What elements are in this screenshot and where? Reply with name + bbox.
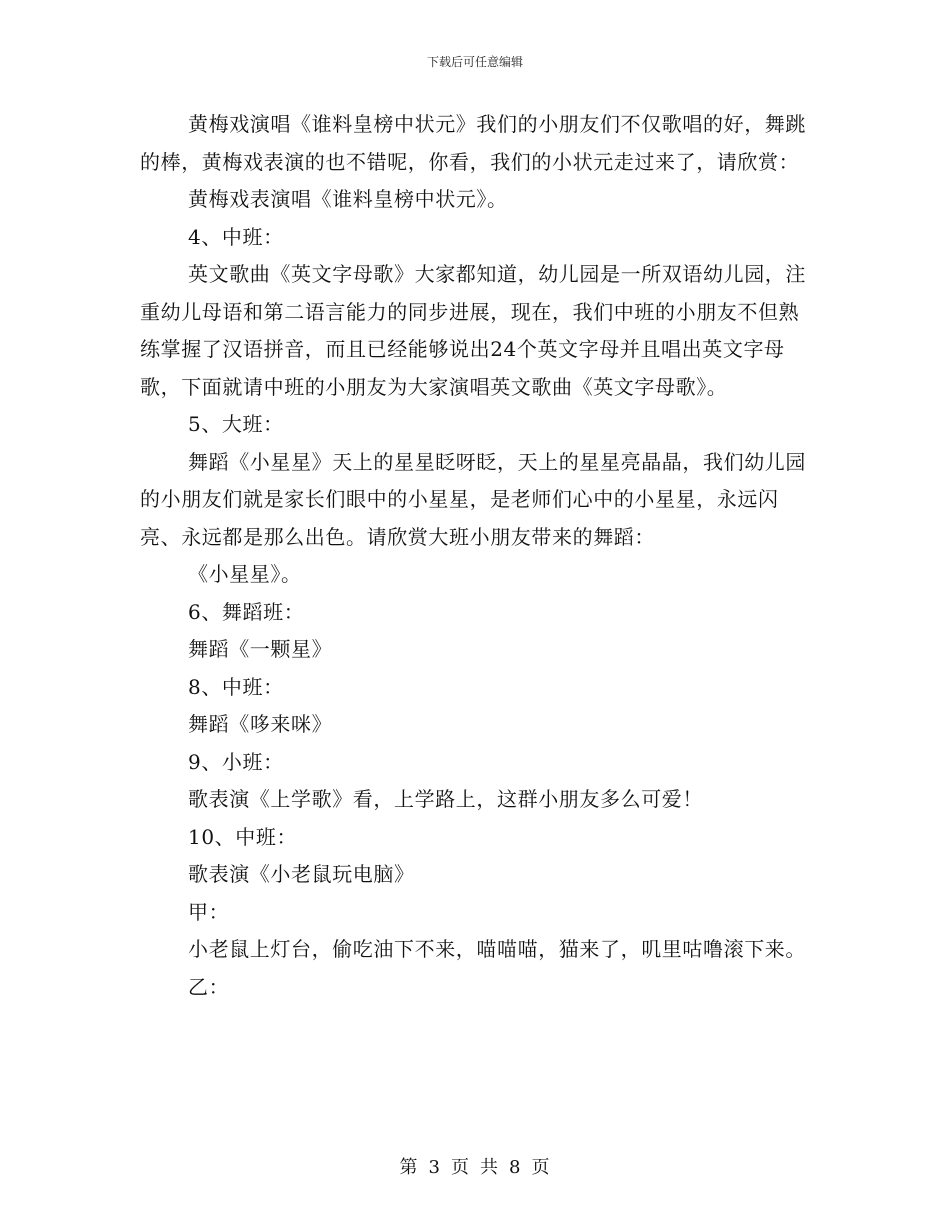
section-heading: 4、中班： xyxy=(188,224,284,249)
footer-suffix: 页 xyxy=(531,1157,551,1178)
section-heading: 5、大班： xyxy=(188,412,284,436)
page-footer xyxy=(0,1153,950,1179)
footer-prefix: 第 xyxy=(399,1157,419,1178)
footer-current-page: 3 xyxy=(428,1157,441,1178)
footer-total-label: 共 xyxy=(480,1157,499,1178)
paragraph: 小老鼠上灯台，偷吃油下不来，喵喵喵，猫来了，叽里咕噜滚下来。 xyxy=(188,937,806,961)
paragraph: 黄梅戏表演唱《谁料皇榜中状元》。 xyxy=(188,187,508,211)
section-heading: 8、中班： xyxy=(188,674,284,699)
paragraph: 歌表演《小老鼠玩电脑》 xyxy=(188,862,415,886)
paragraph: 歌表演《上学歌》看，上学路上，这群小朋友多么可爱！ xyxy=(188,787,703,811)
paragraph: 《小星星》。 xyxy=(188,562,302,586)
paragraph: 舞蹈《一颗星》 xyxy=(188,637,333,661)
section-heading: 6、舞蹈班： xyxy=(188,599,305,624)
section-heading: 10、中班： xyxy=(188,824,298,849)
page-header: 下载后可任意编辑 xyxy=(426,55,523,69)
section-heading: 9、小班： xyxy=(188,749,284,774)
paragraph: 舞蹈《小星星》天上的星星眨呀眨，天上的星星亮晶晶，我们幼儿园的小朋友们就是家长们眼中的小星星，是老师们心中的小星星，永远闪亮、永远都是那么出色。请欣赏大班小朋友带来的舞蹈： xyxy=(140,449,806,549)
speaker-label: 甲： xyxy=(188,899,230,924)
footer-page-word: 页 xyxy=(451,1157,470,1178)
paragraph: 舞蹈《哆来咪》 xyxy=(188,712,333,736)
footer-total-pages: 8 xyxy=(509,1157,522,1178)
paragraph: 英文歌曲《英文字母歌》大家都知道，幼儿园是一所双语幼儿园，注重幼儿母语和第二语言能力的同步进展，现在，我们中班的小朋友不但熟练掌握了汉语拼音，而且已经能够说出24个英文字母并且唱出英文字母歌，下面就请中班的小朋友为大家演唱英文歌曲《英文字母歌》。 xyxy=(140,262,806,399)
speaker-label: 乙： xyxy=(188,974,230,999)
paragraph: 黄梅戏演唱《谁料皇榜中状元》我们的小朋友们不仅歌唱的好，舞跳的棒，黄梅戏表演的也不错呢，你看，我们的小状元走过来了，请欣赏： xyxy=(140,112,806,174)
document-body xyxy=(140,106,810,1006)
